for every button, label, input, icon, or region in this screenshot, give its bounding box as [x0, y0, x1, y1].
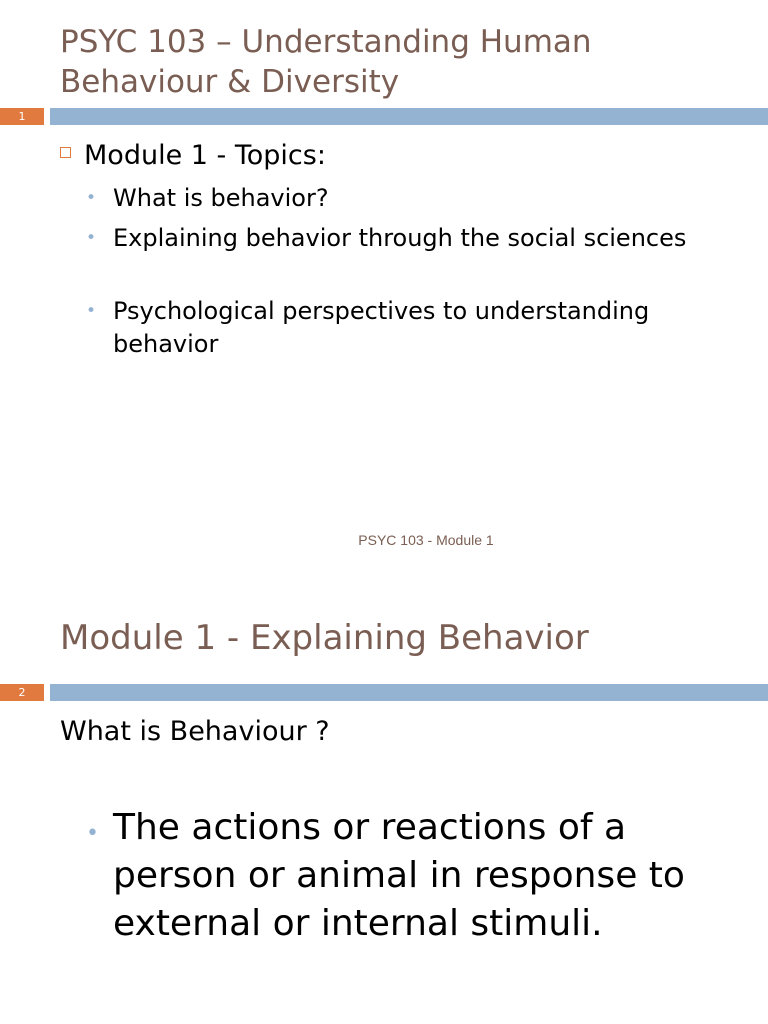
subbullet-item: [86, 222, 733, 255]
subbullet-item: [86, 295, 733, 361]
slide-heading: What is Behaviour ?: [60, 716, 330, 747]
subbullet-text: Explaining behavior through the social sciences: [113, 224, 687, 252]
slide-title: Module 1 - Explaining Behavior: [60, 618, 589, 658]
bullet-text: Module 1 - Topics:: [84, 140, 326, 171]
slide-number-badge: 1: [0, 108, 44, 125]
bullet-text: The actions or reactions of a person or animal in response to external or internal stimuli.: [113, 807, 685, 944]
slide-2: [0, 580, 768, 1024]
slide-footer: PSYC 103 - Module 1: [358, 532, 494, 548]
slide-title-text: PSYC 103 – Understanding Human Behaviour & Diversity: [60, 24, 592, 100]
subbullet-item: [86, 182, 733, 215]
bullet-item: [86, 804, 753, 948]
subbullet-text: Psychological perspectives to understanding behavior: [113, 297, 650, 358]
dot-bullet-icon: •: [86, 821, 99, 846]
bullet-level1: [60, 140, 326, 171]
slide-number-badge: 2: [0, 684, 44, 701]
dot-bullet-icon: •: [86, 301, 97, 321]
subbullet-text: What is behavior?: [113, 184, 329, 212]
slide-title: [60, 22, 680, 102]
hollow-square-bullet-icon: [60, 147, 71, 158]
title-rule: [50, 108, 768, 125]
title-rule: [50, 684, 768, 701]
dot-bullet-icon: •: [86, 228, 97, 248]
dot-bullet-icon: •: [86, 188, 97, 208]
